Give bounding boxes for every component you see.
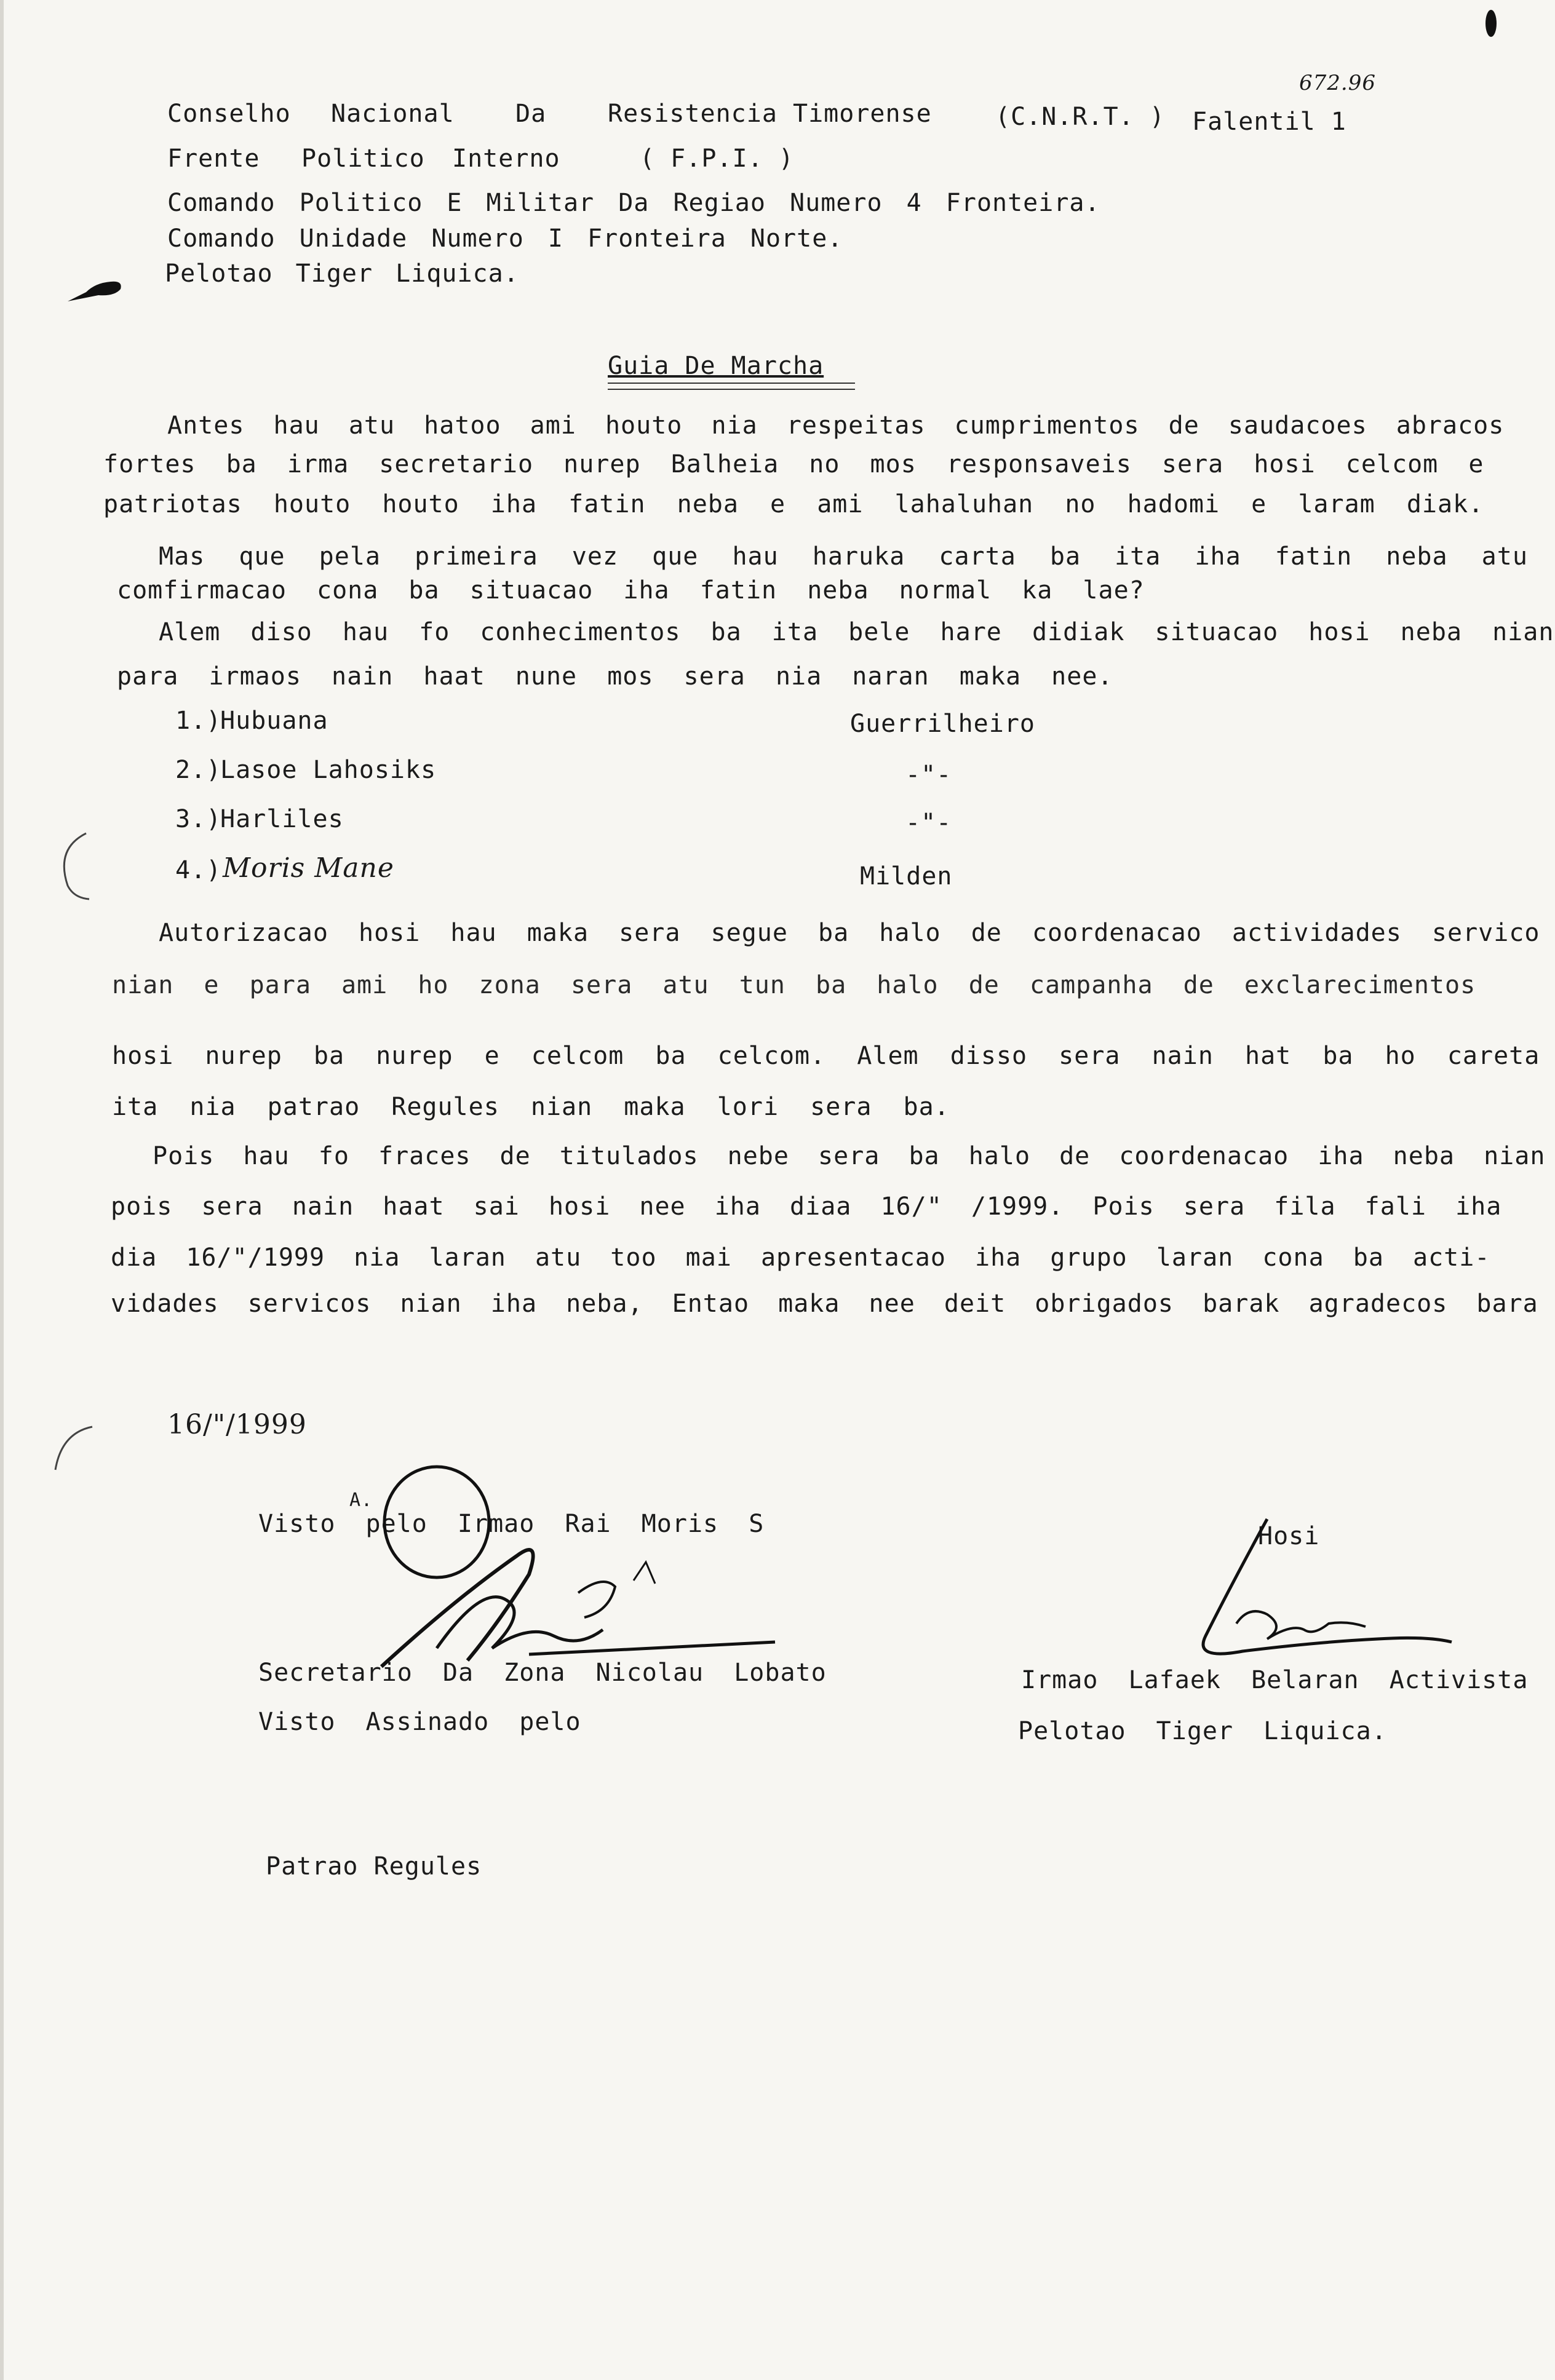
- paragraph-5-line-4: vidades servicos nian iha neba, Entao maka nee deit obrigados barak agradecos bara: [111, 1290, 1538, 1318]
- header-line1-word6: Falentil 1: [1192, 108, 1346, 136]
- member-role: Milden: [860, 862, 953, 891]
- paragraph-4-line-4: ita nia patrao Regules nian maka lori sera ba.: [112, 1093, 950, 1121]
- paragraph-2-line-2: comfirmacao cona ba situacao iha fatin neba normal ka lae?: [117, 576, 1145, 605]
- paragraph-4-line-3: hosi nurep ba nurep e celcom ba celcom. Alem disso sera nain hat ba ho careta: [112, 1042, 1540, 1070]
- right-signature-line-1: Hosi: [1258, 1522, 1320, 1550]
- member-name: Lasoe Lahosiks: [220, 756, 437, 784]
- member-number: 3.): [175, 805, 222, 833]
- member-role: -"-: [905, 809, 952, 837]
- paragraph-5-line-3: dia 16/"/1999 nia laran atu too mai apresentacao iha grupo laran cona ba acti-: [111, 1244, 1490, 1272]
- right-signature-line-3: Pelotao Tiger Liquica.: [1018, 1717, 1387, 1745]
- title-double-underline: [608, 383, 855, 390]
- header-line2-word3: Interno: [452, 145, 560, 173]
- ink-blot-top-right: [1484, 6, 1502, 43]
- document-title: Guia De Marcha: [608, 352, 824, 380]
- paragraph-4-line-2: nian e para ami ho zona sera atu tun ba halo de campanha de exclarecimentos: [112, 971, 1476, 999]
- header-line3: Comando Politico E Militar Da Regiao Numero 4 Fronteira.: [167, 189, 1100, 217]
- header-line1-word1: Conselho: [167, 100, 291, 128]
- member-name-handwritten: Moris Mane: [223, 852, 394, 884]
- left-signature-line-3: Visto Assinado pelo: [258, 1708, 581, 1736]
- member-name: Hubuana: [220, 707, 328, 735]
- paragraph-3-line-1: Alem diso hau fo conhecimentos ba ita bele hare didiak situacao hosi neba nian: [159, 618, 1554, 646]
- page-edge-shadow: [0, 0, 4, 2380]
- paragraph-1-line-1: Antes hau atu hatoo ami houto nia respeitas cumprimentos de saudacoes abracos: [167, 411, 1505, 440]
- header-line1-word5: (C.N.R.T. ): [995, 103, 1165, 131]
- header-line4: Comando Unidade Numero I Fronteira Norte.: [167, 224, 843, 253]
- header-line2-word2: Politico: [301, 145, 425, 173]
- left-signature-mark: A.: [349, 1489, 373, 1511]
- paragraph-5-line-2: pois sera nain haat sai hosi nee iha diaa 16/" /1999. Pois sera fila fali iha: [111, 1192, 1502, 1221]
- paragraph-4-line-1: Autorizacao hosi hau maka sera segue ba halo de coordenacao actividades servico: [159, 919, 1540, 947]
- header-line2-word4: ( F.P.I. ): [640, 145, 794, 173]
- paragraph-5-line-1: Pois hau fo fraces de titulados nebe sera ba halo de coordenacao iha neba nian: [153, 1142, 1546, 1170]
- left-signature-line-4: Patrao Regules: [266, 1852, 482, 1881]
- header-line1-word4: Resistencia Timorense: [608, 100, 932, 128]
- member-number: 1.): [175, 707, 222, 735]
- member-name: Harliles: [220, 805, 344, 833]
- left-handwritten-signature: [344, 1464, 787, 1710]
- header-line2-word1: Frente: [167, 145, 260, 173]
- document-date: 16/"/1999: [167, 1409, 307, 1440]
- header-line1-word2: Nacional: [331, 100, 455, 128]
- header-line5: Pelotao Tiger Liquica.: [165, 260, 519, 288]
- left-signature-line-1: Visto pelo Irmao Rai Moris S: [258, 1510, 765, 1538]
- paragraph-3-line-2: para irmaos nain haat nune mos sera nia naran maka nee.: [117, 662, 1113, 691]
- paragraph-1-line-2: fortes ba irma secretario nurep Balheia no mos responsaveis sera hosi celcom e: [103, 450, 1484, 478]
- header-line1-word3: Da: [515, 100, 547, 128]
- member-role: -"-: [905, 761, 952, 789]
- member-role: Guerrilheiro: [850, 710, 1035, 738]
- paragraph-2-line-1: Mas que pela primeira vez que hau haruka carta ba ita iha fatin neba atu: [159, 542, 1528, 571]
- punch-hole-mark-1: [49, 830, 98, 904]
- member-number: 2.): [175, 756, 222, 784]
- left-signature-line-2: Secretario Da Zona Nicolau Lobato: [258, 1659, 827, 1687]
- right-signature-line-2: Irmao Lafaek Belaran Activista: [1021, 1666, 1529, 1694]
- member-number: 4.): [175, 856, 222, 884]
- ink-blot-left: [62, 258, 135, 307]
- document-number: 672.96: [1299, 71, 1376, 95]
- punch-hole-mark-2: [49, 1421, 98, 1482]
- paragraph-1-line-3: patriotas houto houto iha fatin neba e ami lahaluhan no hadomi e laram diak.: [103, 490, 1484, 518]
- right-handwritten-signature: [1144, 1513, 1464, 1673]
